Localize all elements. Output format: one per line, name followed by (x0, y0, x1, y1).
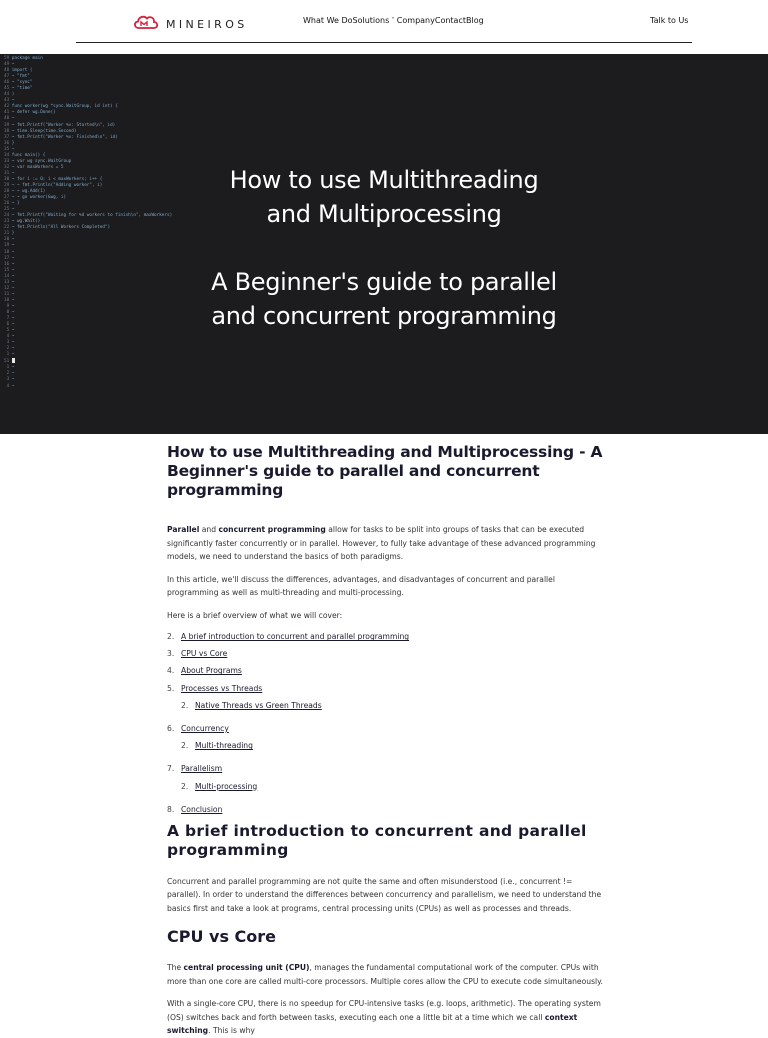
toc-item: 8. Conclusion (167, 804, 223, 814)
code-line: 48 import ( (4, 68, 33, 74)
code-line: 10 ~ (4, 297, 15, 303)
code-line: 36 } (4, 140, 15, 146)
nav-solutions[interactable]: Solutions ˇ (352, 16, 395, 25)
code-line: 12 ~ (4, 285, 15, 291)
code-line: 1 ~ (4, 365, 15, 371)
code-line: 23 ~ wg.Wait() (4, 219, 41, 225)
code-line: 18 ~ (4, 249, 15, 255)
code-line: 20 ~ (4, 237, 15, 243)
code-line: 2 ~ (4, 346, 15, 352)
intro-paragraph-1: Parallel and concurrent programming allow for tasks to be split into groups of tasks that can be executed significantly faster concurrently or in parallel. However, to fully take advantage of these advanced programming models, we need to understand the basics of both paradigms. (167, 525, 596, 561)
toc-subitem: 2. Native Threads vs Green Threads (181, 700, 322, 710)
toc-link-processes-vs-threads[interactable]: Processes vs Threads (181, 683, 263, 693)
code-line: 15 ~ (4, 267, 15, 273)
main-nav (303, 16, 484, 25)
toc-item: 7. Parallelism (167, 764, 223, 774)
hero-banner (0, 54, 768, 434)
code-line: 5 ~ (4, 328, 15, 334)
code-line: 4 ~ (4, 383, 15, 389)
talk-to-us-link[interactable]: Talk to Us (650, 16, 689, 25)
code-line: 2 ~ (4, 371, 15, 377)
code-line: 31 ~ (4, 170, 15, 176)
code-line: 30 ~ for i := 0; i < maxWorkers; i++ { (4, 176, 103, 182)
code-line: 43 ~ (4, 98, 15, 104)
code-line: 34 func main() { (4, 152, 46, 158)
toc-link-about-programs[interactable]: About Programs (181, 666, 242, 676)
code-line: 22 ~ fmt.Println("All Workers Completed") (4, 225, 111, 231)
code-line: 8 ~ (4, 309, 15, 315)
section-heading-intro: A brief introduction to concurrent and parallel programming (167, 821, 587, 859)
code-line: 1 ~ (4, 352, 15, 358)
code-line: 40 ~ (4, 116, 15, 122)
hero-subtitle: A Beginner's guide to parallel and concurrent programming (211, 268, 557, 330)
toc-item: 5. Processes vs Threads (167, 683, 263, 693)
code-line: 3 ~ (4, 340, 15, 346)
toc-item: 2. A brief introduction to concurrent and parallel programming (167, 632, 410, 642)
code-line: 3 ~ (4, 377, 15, 383)
code-line: 44 ) (4, 92, 15, 98)
nav-company[interactable]: Company (396, 16, 435, 25)
text-cursor (12, 358, 15, 363)
code-line: 59 package main (4, 56, 43, 61)
site-header (0, 0, 768, 54)
brand-logo[interactable] (132, 12, 248, 36)
toc-item: 6. Concurrency (167, 724, 229, 734)
toc-item: 3. CPU vs Core (167, 649, 228, 659)
code-line: 38 ~ time.Sleep(time.Second) (4, 128, 77, 134)
article-body (167, 443, 603, 1038)
nav-contact[interactable]: Contact (434, 16, 466, 25)
code-line: 7 ~ (4, 316, 15, 322)
code-line: 51 (4, 358, 172, 365)
header-divider (76, 42, 692, 43)
toc-link-parallelism[interactable]: Parallelism (181, 764, 223, 774)
toc-link-concurrency[interactable]: Concurrency (181, 724, 229, 734)
code-line: 28 ~ ~ wg.Add(1) (4, 189, 46, 195)
code-line: 13 ~ (4, 279, 15, 285)
code-line: 47 ~ "fmt" (4, 74, 30, 80)
code-line: 27 ~ ~ go worker(&wg, i) (4, 195, 67, 201)
cloud-logo-icon (132, 12, 160, 36)
code-line: 19 ~ (4, 243, 15, 249)
code-line: 25 ~ (4, 207, 15, 213)
code-line: 4 ~ (4, 334, 15, 340)
code-line: 42 func worker(wg *sync.WaitGroup, id int) { (4, 104, 118, 110)
intro-paragraph-3: Here is a brief overview of what we will cover: (167, 610, 343, 620)
code-line: 24 ~ fmt.Printf("Waiting for %d workers to finish\n", maxWorkers) (4, 213, 173, 219)
toc-link-multi-processing[interactable]: Multi-processing (195, 781, 258, 791)
article-title: How to use Multithreading and Multiprocessing - A Beginner's guide to parallel and concurrent programming (167, 443, 603, 499)
toc-link-multi-threading[interactable]: Multi-threading (195, 741, 253, 751)
code-line: 6 ~ (4, 322, 15, 328)
brand-name: MINEIROS (166, 17, 248, 31)
code-line: 17 ~ (4, 255, 15, 261)
code-line: 11 ~ (4, 291, 15, 297)
code-line: 14 ~ (4, 273, 15, 279)
toc-link-cpu-vs-core[interactable]: CPU vs Core (181, 649, 228, 659)
code-line: 39 ~ fmt.Printf("Worker %v: Started\n", id) (4, 122, 116, 128)
code-line: 41 ~ defer wg.Done() (4, 110, 56, 116)
cpu-paragraph-2: With a single-core CPU, there is no speedup for CPU-intensive tasks (e.g. loops, arithmetic). The operating system (OS) switches back and forth between tasks, executing each one a little bit at a time which we call context switching. This is why (167, 999, 601, 1036)
section-heading-cpu-vs-core: CPU vs Core (167, 927, 277, 947)
cpu-paragraph-1: The central processing unit (CPU), manages the fundamental computational work of the computer. CPUs with more than one core are called multi-core processors. Multiple cores allow the CPU to execute code simultaneously. (167, 963, 603, 986)
toc-link-native-vs-green[interactable]: Native Threads vs Green Threads (195, 700, 322, 710)
code-line: 33 ~ var wg sync.WaitGroup (4, 158, 72, 164)
toc-link-intro[interactable]: A brief introduction to concurrent and parallel programming (181, 632, 410, 642)
toc-link-conclusion[interactable]: Conclusion (181, 804, 223, 814)
code-line: 32 ~ var maxWorkers = 5 (4, 164, 64, 170)
code-line: 16 ~ (4, 261, 15, 267)
code-line: 45 ~ "time" (4, 86, 33, 92)
hero-title: How to use Multithreading and Multiprocessing (229, 166, 539, 228)
toc-subitem: 2. Multi-processing (181, 781, 258, 791)
code-line: 21 } (4, 231, 15, 237)
code-line: 37 ~ fmt.Printf("Worker %v: Finished\n", id) (4, 134, 118, 140)
code-line: 29 ~ ~ fmt.Println("Adding worker", i) (4, 182, 103, 188)
toc-subitem: 2. Multi-threading (181, 741, 253, 751)
toc-item: 4. About Programs (167, 666, 242, 676)
nav-blog[interactable]: Blog (465, 16, 484, 25)
table-of-contents (167, 628, 603, 818)
code-line: 26 ~ } (4, 201, 20, 207)
chevron-down-icon: ˇ (391, 17, 395, 25)
code-line: 46 ~ "sync" (4, 80, 33, 86)
code-line: 35 ~ (4, 146, 15, 152)
code-line: 49 ~ (4, 62, 15, 68)
code-line: 9 ~ (4, 303, 15, 309)
nav-what-we-do[interactable]: What We Do (303, 16, 353, 25)
intro-paragraph-2: In this article, we'll discuss the differences, advantages, and disadvantages of concurrent and parallel programming as well as multi-threading and multi-processing. (167, 574, 555, 597)
section-intro-paragraph: Concurrent and parallel programming are not quite the same and often misunderstood (i.e., concurrent != parallel). In order to understand the differences between concurrency and parallelism, we need to understand the basics first and take a look at programs, central processing units (CPUs) as well as processes and threads. (167, 876, 602, 913)
